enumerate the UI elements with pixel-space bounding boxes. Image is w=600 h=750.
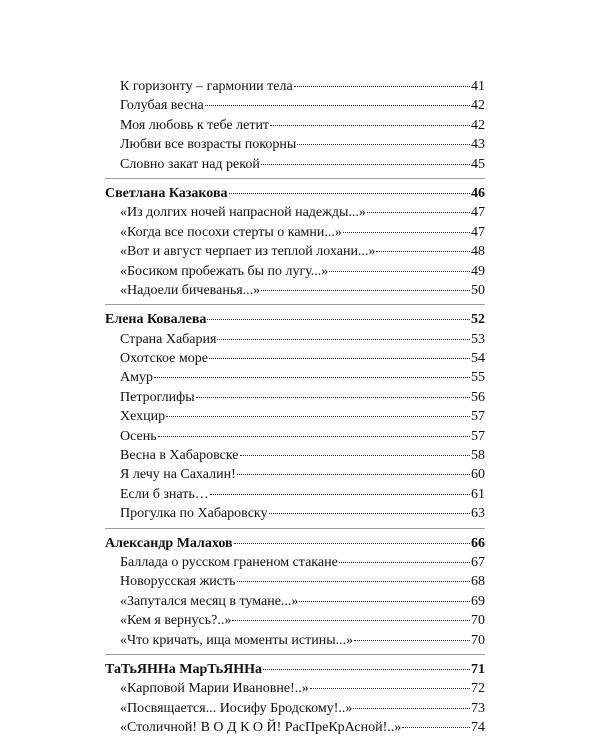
table-of-contents xyxy=(105,77,485,738)
author-heading-page-number: 66 xyxy=(471,535,485,551)
toc-entry xyxy=(105,330,485,349)
toc-entry-page-number: 72 xyxy=(471,681,485,697)
toc-entry xyxy=(105,679,485,698)
dot-leader xyxy=(154,377,470,378)
toc-entry xyxy=(105,116,485,135)
toc-entry-page-number: 49 xyxy=(471,263,485,279)
dot-leader xyxy=(343,232,470,233)
dot-leader xyxy=(229,193,470,194)
toc-entry-page-number: 58 xyxy=(471,448,485,464)
dot-leader xyxy=(166,416,470,417)
toc-entry xyxy=(105,368,485,387)
toc-entry-title: Новорусская жисть xyxy=(120,574,236,590)
toc-entry-title: Прогулка по Хабаровску xyxy=(120,506,268,522)
author-heading-page-number: 71 xyxy=(471,661,485,677)
toc-entry-page-number: 56 xyxy=(471,389,485,405)
toc-entry xyxy=(105,242,485,261)
dot-leader xyxy=(237,474,470,475)
toc-entry xyxy=(105,572,485,591)
toc-entry xyxy=(105,155,485,174)
toc-entry-title: Любви все возрасты покорны xyxy=(120,137,297,153)
toc-entry xyxy=(105,718,485,737)
dot-leader xyxy=(376,251,470,252)
toc-entry-title: Петроглифы xyxy=(120,389,195,405)
toc-entry-page-number: 70 xyxy=(471,632,485,648)
toc-entry-page-number: 70 xyxy=(471,613,485,629)
author-heading xyxy=(105,660,485,679)
section-divider xyxy=(105,304,485,305)
toc-entry-title: «Что кричать, ища моменты истины...» xyxy=(120,632,354,648)
toc-entry-title: Весна в Хабаровске xyxy=(120,448,239,464)
dot-leader xyxy=(339,562,470,563)
toc-entry-title: Амур xyxy=(120,370,153,386)
toc-entry xyxy=(105,465,485,484)
section-divider xyxy=(105,654,485,655)
dot-leader xyxy=(209,358,470,359)
dot-leader xyxy=(210,494,470,495)
toc-entry-title: Я лечу на Сахалин! xyxy=(120,467,236,483)
dot-leader xyxy=(240,455,470,456)
toc-entry-page-number: 45 xyxy=(471,156,485,172)
toc-entry-page-number: 47 xyxy=(471,205,485,221)
toc-entry-page-number: 57 xyxy=(471,428,485,444)
toc-entry-title: К горизонту – гармонии тела xyxy=(120,79,293,94)
toc-entry-title: Словно закат над рекой xyxy=(120,156,260,172)
section-divider xyxy=(105,528,485,529)
toc-entry-page-number: 43 xyxy=(471,137,485,153)
dot-leader xyxy=(294,86,470,87)
author-heading xyxy=(105,310,485,329)
toc-entry-page-number: 48 xyxy=(471,244,485,260)
dot-leader xyxy=(158,436,470,437)
toc-entry-page-number: 63 xyxy=(471,506,485,522)
dot-leader xyxy=(263,669,470,670)
dot-leader xyxy=(261,290,470,291)
author-heading-title: Елена Ковалева xyxy=(105,312,207,328)
dot-leader xyxy=(367,212,470,213)
toc-entry-title: Страна Хабария xyxy=(120,331,217,347)
toc-entry xyxy=(105,96,485,115)
toc-entry-title: «Босиком пробежать бы по лугу...» xyxy=(120,263,329,279)
dot-leader xyxy=(329,271,470,272)
toc-entry-title: Если б знать… xyxy=(120,486,209,502)
toc-entry xyxy=(105,135,485,154)
toc-entry-page-number: 41 xyxy=(471,79,485,94)
toc-entry-page-number: 73 xyxy=(471,700,485,716)
toc-entry-page-number: 61 xyxy=(471,486,485,502)
dot-leader xyxy=(234,543,470,544)
toc-entry-title: Голубая весна xyxy=(120,98,204,114)
toc-entry xyxy=(105,349,485,368)
toc-entry-title: Моя любовь к тебе летит xyxy=(120,117,270,133)
dot-leader xyxy=(217,339,470,340)
dot-leader xyxy=(205,105,470,106)
toc-entry-title: Осень xyxy=(120,428,157,444)
author-heading-page-number: 46 xyxy=(471,185,485,201)
author-heading-title: Александр Малахов xyxy=(105,535,233,551)
toc-entry-page-number: 68 xyxy=(471,574,485,590)
toc-entry-title: «Кем я вернусь?..» xyxy=(120,613,232,629)
toc-entry xyxy=(105,407,485,426)
author-heading-title: Светлана Казакова xyxy=(105,185,228,201)
author-heading xyxy=(105,184,485,203)
toc-entry-title: «Когда все посохи стерты о камни...» xyxy=(120,224,342,240)
author-heading xyxy=(105,534,485,553)
toc-entry-page-number: 67 xyxy=(471,554,485,570)
toc-entry-title: «Вот и август черпает из теплой лохани...» xyxy=(120,244,376,260)
toc-entry xyxy=(105,611,485,630)
toc-entry xyxy=(105,504,485,523)
dot-leader xyxy=(237,581,471,582)
toc-entry-page-number: 47 xyxy=(471,224,485,240)
toc-entry xyxy=(105,631,485,650)
toc-entry xyxy=(105,699,485,718)
toc-entry-title: «Надоели бичеванья...» xyxy=(120,282,261,298)
toc-entry-page-number: 53 xyxy=(471,331,485,347)
dot-leader xyxy=(270,125,470,126)
dot-leader xyxy=(232,620,470,621)
toc-entry xyxy=(105,281,485,300)
toc-entry-title: «Запутался месяц в тумане...» xyxy=(120,593,299,609)
toc-entry xyxy=(105,553,485,572)
toc-entry-page-number: 57 xyxy=(471,409,485,425)
section-divider xyxy=(105,178,485,179)
toc-entry xyxy=(105,77,485,96)
dot-leader xyxy=(297,144,470,145)
toc-entry xyxy=(105,427,485,446)
toc-entry xyxy=(105,203,485,222)
toc-entry xyxy=(105,446,485,465)
dot-leader xyxy=(310,688,470,689)
toc-entry-page-number: 74 xyxy=(471,720,485,736)
dot-leader xyxy=(402,727,470,728)
toc-entry-page-number: 50 xyxy=(471,282,485,298)
dot-leader xyxy=(299,601,470,602)
dot-leader xyxy=(353,708,470,709)
toc-entry-title: «Из долгих ночей напрасной надежды...» xyxy=(120,205,366,221)
toc-entry-page-number: 69 xyxy=(471,593,485,609)
toc-entry xyxy=(105,592,485,611)
dot-leader xyxy=(207,319,470,320)
toc-entry xyxy=(105,223,485,242)
dot-leader xyxy=(196,397,470,398)
dot-leader xyxy=(261,164,470,165)
toc-entry xyxy=(105,485,485,504)
toc-entry-page-number: 60 xyxy=(471,467,485,483)
toc-entry-page-number: 42 xyxy=(471,98,485,114)
author-heading-page-number: 52 xyxy=(471,312,485,328)
toc-entry xyxy=(105,262,485,281)
dot-leader xyxy=(269,513,470,514)
toc-entry-page-number: 54 xyxy=(471,351,485,367)
toc-entry-page-number: 42 xyxy=(471,117,485,133)
toc-entry xyxy=(105,388,485,407)
toc-entry-title: Баллада о русском граненом стакане xyxy=(120,554,338,570)
toc-entry-title: «Посвящается... Иосифу Бродскому!..» xyxy=(120,700,353,716)
toc-entry-title: «Карповой Марии Ивановне!..» xyxy=(120,681,309,697)
author-heading-title: ТаТьЯНHа МарТьЯНHа xyxy=(105,661,262,677)
toc-entry-title: Хехцир xyxy=(120,409,166,425)
toc-entry-title: «Столичной! В О Д К О Й! РасПреКрАсной!..» xyxy=(120,720,402,736)
toc-entry-title: Охотское море xyxy=(120,351,208,367)
dot-leader xyxy=(354,640,470,641)
toc-entry-page-number: 55 xyxy=(471,370,485,386)
